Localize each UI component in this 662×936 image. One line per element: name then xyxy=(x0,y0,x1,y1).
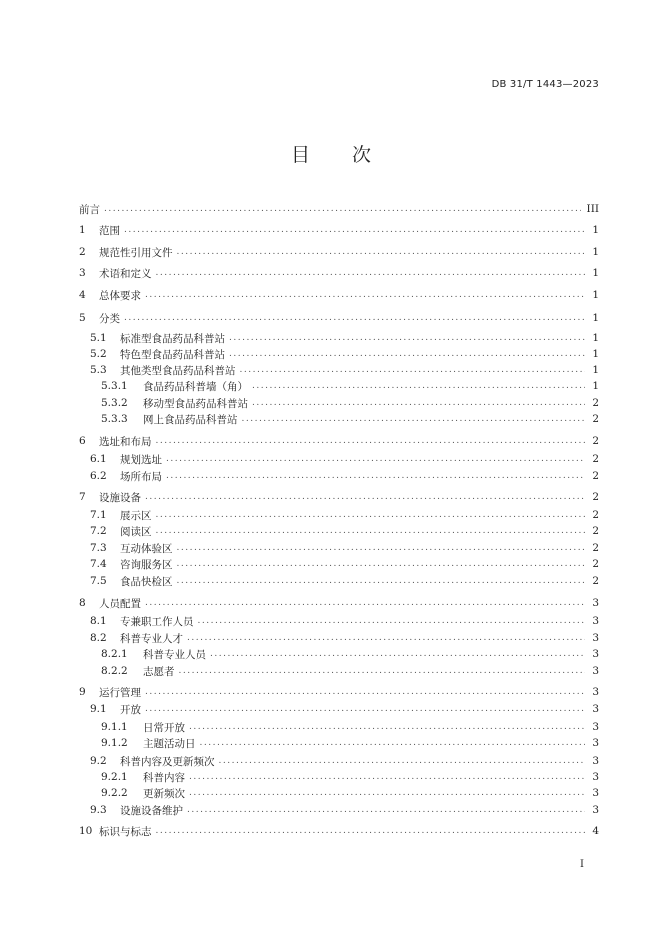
toc-entry-title: 人员配置 xyxy=(99,597,141,610)
toc-entry-number: 9.1 xyxy=(90,703,107,715)
toc-entry-number: 7.2 xyxy=(90,525,107,537)
toc-entry-number: 9.2 xyxy=(90,755,107,767)
toc-entry-title: 分类 xyxy=(99,312,120,325)
toc-entry-page: 2 xyxy=(592,435,599,447)
toc-entry[interactable] xyxy=(90,630,599,646)
toc-entry[interactable] xyxy=(79,684,599,700)
toc-dot-leader xyxy=(156,433,586,449)
toc-entry-title: 规划选址 xyxy=(120,453,162,466)
toc-entry-page: 2 xyxy=(592,542,599,554)
toc-entry-page: 1 xyxy=(592,332,599,344)
toc-entry-page: 2 xyxy=(592,470,599,482)
toc-entry-number: 9.2.2 xyxy=(101,787,128,799)
toc-entry-title: 更新频次 xyxy=(143,787,185,800)
toc-dot-leader xyxy=(156,523,586,539)
toc-entry[interactable] xyxy=(79,489,599,505)
toc-dot-leader xyxy=(240,362,586,378)
toc-entry-title: 其他类型食品药品科普站 xyxy=(120,364,236,377)
toc-entry[interactable] xyxy=(101,735,599,751)
toc-entry[interactable] xyxy=(90,362,599,378)
toc-entry-title: 科普内容 xyxy=(143,771,185,784)
toc-entry-page: 1 xyxy=(592,267,599,279)
toc-dot-leader xyxy=(219,753,586,769)
toc-entry-page: 3 xyxy=(592,737,599,749)
toc-entry-page: 3 xyxy=(592,686,599,698)
toc-entry-page: 2 xyxy=(592,453,599,465)
toc-entry-page: 1 xyxy=(592,380,599,392)
toc-entry[interactable] xyxy=(101,411,599,427)
toc-entry-number: 1 xyxy=(79,224,86,236)
toc-entry-number: 10 xyxy=(79,825,93,837)
toc-entry-page: 2 xyxy=(592,558,599,570)
toc-entry-title: 阅读区 xyxy=(120,525,152,538)
toc-entry-page: 4 xyxy=(592,825,599,837)
toc-entry-number: 9.1.2 xyxy=(101,737,128,749)
toc-entry-title: 场所布局 xyxy=(120,470,162,483)
toc-dot-leader xyxy=(145,489,585,505)
toc-entry[interactable] xyxy=(101,646,599,662)
toc-entry[interactable] xyxy=(101,663,599,679)
toc-entry[interactable] xyxy=(90,573,599,589)
toc-entry-page: 1 xyxy=(592,289,599,301)
title-part-1: 目 xyxy=(290,144,310,166)
toc-entry-number: 6.1 xyxy=(90,453,107,465)
toc-entry-number: 9.1.1 xyxy=(101,721,128,733)
toc-entry-page: 2 xyxy=(592,397,599,409)
toc-dot-leader xyxy=(189,719,585,735)
toc-entry[interactable] xyxy=(79,823,599,839)
toc-dot-leader xyxy=(189,785,585,801)
toc-entry-number: 8.2.2 xyxy=(101,665,128,677)
toc-entry-number: 5 xyxy=(79,312,86,324)
toc-entry[interactable] xyxy=(90,701,599,717)
toc-entry[interactable] xyxy=(101,378,599,394)
toc-dot-leader xyxy=(156,823,586,839)
toc-entry-title: 科普专业人才 xyxy=(120,632,183,645)
toc-entry-title: 展示区 xyxy=(120,509,152,522)
toc-entry-number: 8.1 xyxy=(90,615,107,627)
toc-entry-number: 5.2 xyxy=(90,348,107,360)
toc-entry-title: 规范性引用文件 xyxy=(99,246,173,259)
toc-entry-title: 食品快检区 xyxy=(120,575,173,588)
toc-entry-number: 9 xyxy=(79,686,86,698)
toc-entry[interactable] xyxy=(101,785,599,801)
toc-entry-number: 5.3.3 xyxy=(101,413,128,425)
toc-entry-title: 志愿者 xyxy=(143,665,175,678)
toc-entry[interactable] xyxy=(90,451,599,467)
toc-dot-leader xyxy=(124,222,585,238)
toc-dot-leader xyxy=(252,395,585,411)
toc-dot-leader xyxy=(200,735,586,751)
toc-dot-leader xyxy=(187,630,585,646)
toc-dot-leader xyxy=(166,468,585,484)
toc-entry-title: 术语和定义 xyxy=(99,267,152,280)
toc-entry-number: 5.3.1 xyxy=(101,380,128,392)
toc-entry-title: 设施设备维护 xyxy=(120,804,183,817)
toc-entry[interactable] xyxy=(90,523,599,539)
toc-entry-page: 2 xyxy=(592,509,599,521)
page-number: I xyxy=(580,859,584,870)
toc-entry-number: 8 xyxy=(79,597,86,609)
toc-dot-leader xyxy=(177,573,586,589)
toc-entry-title: 前言 xyxy=(79,203,100,216)
toc-entry-title: 特色型食品药品科普站 xyxy=(120,348,225,361)
toc-entry-title: 食品药品科普墙（角） xyxy=(143,380,248,393)
toc-entry-page: 3 xyxy=(592,721,599,733)
toc-dot-leader xyxy=(210,646,585,662)
toc-entry-number: 8.2.1 xyxy=(101,648,128,660)
toc-entry[interactable] xyxy=(79,201,599,217)
toc-entry-page: 3 xyxy=(592,804,599,816)
toc-entry-title: 运行管理 xyxy=(99,686,141,699)
toc-entry-title: 标准型食品药品科普站 xyxy=(120,332,225,345)
toc-entry-number: 3 xyxy=(79,267,86,279)
toc-entry-title: 互动体验区 xyxy=(120,542,173,555)
toc-entry-title: 网上食品药品科普站 xyxy=(143,413,238,426)
title-part-2: 次 xyxy=(352,144,372,166)
toc-dot-leader xyxy=(177,244,586,260)
toc-entry-number: 5.1 xyxy=(90,332,107,344)
toc-dot-leader xyxy=(198,613,586,629)
toc-entry[interactable] xyxy=(79,595,599,611)
toc-entry-number: 9.3 xyxy=(90,804,107,816)
toc-entry-page: 3 xyxy=(592,703,599,715)
toc-entry-title: 科普内容及更新频次 xyxy=(120,755,215,768)
toc-entry[interactable] xyxy=(90,556,599,572)
toc-entry-page: 1 xyxy=(592,312,599,324)
toc-dot-leader xyxy=(166,451,585,467)
toc-entry-page: 3 xyxy=(592,787,599,799)
toc-entry-page: 3 xyxy=(592,597,599,609)
toc-entry[interactable] xyxy=(101,395,599,411)
toc-entry[interactable] xyxy=(101,769,599,785)
toc-entry-page: 1 xyxy=(592,246,599,258)
toc-entry[interactable] xyxy=(101,719,599,735)
toc-entry-number: 7.5 xyxy=(90,575,107,587)
toc-entry[interactable] xyxy=(90,802,599,818)
page-title xyxy=(0,140,662,167)
toc-entry-title: 标识与标志 xyxy=(99,825,152,838)
toc-entry[interactable] xyxy=(90,468,599,484)
toc-entry-title: 设施设备 xyxy=(99,491,141,504)
toc-entry[interactable] xyxy=(79,310,599,326)
toc-dot-leader xyxy=(145,684,585,700)
toc-dot-leader xyxy=(229,330,585,346)
toc-entry-number: 4 xyxy=(79,289,86,301)
toc-entry-number: 5.3 xyxy=(90,364,107,376)
toc-entry[interactable] xyxy=(79,265,599,281)
toc-entry-page: 2 xyxy=(592,413,599,425)
toc-entry-page: 1 xyxy=(592,224,599,236)
toc-entry-number: 9.2.1 xyxy=(101,771,128,783)
toc-entry-page: 3 xyxy=(592,632,599,644)
toc-entry-title: 总体要求 xyxy=(99,289,141,302)
toc-dot-leader xyxy=(189,769,585,785)
toc-entry-page: 2 xyxy=(592,575,599,587)
toc-entry-title: 范围 xyxy=(99,224,120,237)
toc-dot-leader xyxy=(145,595,585,611)
toc-entry-page: 3 xyxy=(592,648,599,660)
toc-entry-page: 3 xyxy=(592,771,599,783)
toc-dot-leader xyxy=(242,411,586,427)
toc-entry-number: 2 xyxy=(79,246,86,258)
toc-entry-number: 7 xyxy=(79,491,86,503)
toc-dot-leader xyxy=(177,556,586,572)
toc-entry-page: 3 xyxy=(592,665,599,677)
toc-entry[interactable] xyxy=(90,346,599,362)
toc-entry-title: 日常开放 xyxy=(143,721,185,734)
toc-entry[interactable] xyxy=(79,222,599,238)
toc-entry-page: 1 xyxy=(592,364,599,376)
toc-entry-page: 1 xyxy=(592,348,599,360)
toc-entry[interactable] xyxy=(90,613,599,629)
toc-dot-leader xyxy=(156,507,586,523)
toc-dot-leader xyxy=(156,265,586,281)
document-id: DB 31/T 1443—2023 xyxy=(491,79,599,90)
toc-entry-title: 科普专业人员 xyxy=(143,648,206,661)
toc-entry-title: 选址和布局 xyxy=(99,435,152,448)
toc-entry-page: 2 xyxy=(592,525,599,537)
toc-entry-title: 主题活动日 xyxy=(143,737,196,750)
toc-entry-number: 8.2 xyxy=(90,632,107,644)
toc-entry[interactable] xyxy=(79,244,599,260)
toc-entry-title: 专兼职工作人员 xyxy=(120,615,194,628)
toc-entry-page: 3 xyxy=(592,615,599,627)
toc-entry[interactable] xyxy=(90,540,599,556)
toc-entry[interactable] xyxy=(79,433,599,449)
toc-entry-page: III xyxy=(586,203,599,215)
toc-dot-leader xyxy=(179,663,586,679)
toc-entry[interactable] xyxy=(90,330,599,346)
toc-entry-page: 3 xyxy=(592,755,599,767)
toc-entry-number: 5.3.2 xyxy=(101,397,128,409)
toc-entry-number: 6.2 xyxy=(90,470,107,482)
toc-dot-leader xyxy=(124,310,585,326)
toc-entry-number: 7.1 xyxy=(90,509,107,521)
toc-dot-leader xyxy=(229,346,585,362)
toc-dot-leader xyxy=(145,701,585,717)
toc-dot-leader xyxy=(145,287,585,303)
toc-entry-number: 6 xyxy=(79,435,86,447)
toc-entry[interactable] xyxy=(90,753,599,769)
toc-entry[interactable] xyxy=(79,287,599,303)
toc-entry-title: 移动型食品药品科普站 xyxy=(143,397,248,410)
toc-entry-title: 咨询服务区 xyxy=(120,558,173,571)
toc-entry[interactable] xyxy=(90,507,599,523)
toc-dot-leader xyxy=(252,378,585,394)
toc-dot-leader xyxy=(187,802,585,818)
toc-entry-number: 7.3 xyxy=(90,542,107,554)
toc-dot-leader xyxy=(177,540,586,556)
toc-entry-page: 2 xyxy=(592,491,599,503)
toc-entry-title: 开放 xyxy=(120,703,141,716)
toc-entry-number: 7.4 xyxy=(90,558,107,570)
toc-dot-leader xyxy=(104,201,581,217)
